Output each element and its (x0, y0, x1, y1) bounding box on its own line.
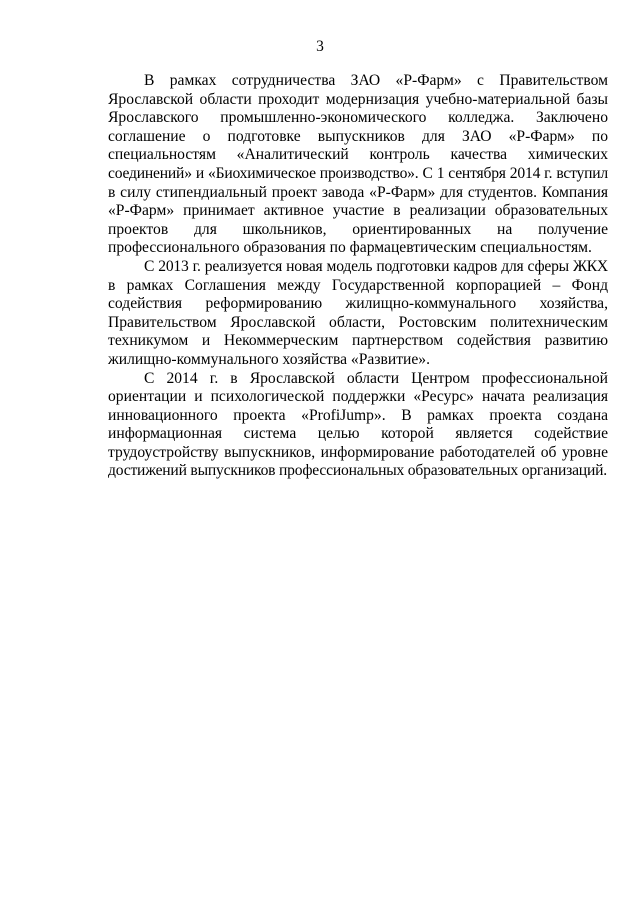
text-line: достижений выпускников профессиональных образовательных организаций. (108, 462, 607, 480)
text-line: С 2014 г. в Ярославской области Центром профессиональной (144, 369, 608, 387)
text-line: соглашение о подготовке выпускников для ЗАО «Р-Фарм» по (108, 127, 608, 145)
text-line: специальностям «Аналитический контроль качества химических (108, 146, 608, 164)
text-line: техникумом и Некоммерческим партнерством содействия развитию (108, 332, 608, 350)
text-line: в силу стипендиальный проект завода «Р-Фарм» для студентов. Компания (108, 183, 608, 201)
paragraph-housing-utilities (108, 258, 608, 370)
text-line: Ярославской области проходит модернизация учебно-материальной базы (108, 90, 608, 108)
paragraph-r-pharm (108, 72, 608, 258)
text-line: содействия реформированию жилищно-коммунального хозяйства, (108, 295, 608, 313)
text-line: жилищно-коммунального хозяйства «Развитие». (108, 350, 430, 368)
page-number: 3 (316, 38, 324, 55)
text-line: трудоустройству выпускников, информирование работодателей об уровне (108, 443, 608, 461)
text-line: С 2013 г. реализуется новая модель подготовки кадров для сферы ЖКХ (144, 257, 608, 275)
text-line: информационная система целью которой является содействие (108, 425, 608, 443)
paragraph-profijump (108, 370, 608, 482)
text-line: профессионального образования по фармацевтическим специальностям. (108, 239, 592, 257)
text-line: проектов для школьников, ориентированных на получение (108, 220, 608, 238)
text-line: «Р-Фарм» принимает активное участие в реализации образовательных (108, 202, 608, 220)
text-line: инновационного проекта «ProfiJump». В рамках проекта создана (108, 406, 608, 424)
text-line: В рамках сотрудничества ЗАО «Р-Фарм» с Правительством (144, 72, 608, 89)
text-line: Ярославского промышленно-экономического колледжа. Заключено (108, 109, 608, 127)
text-line: соединений» и «Биохимическое производство». С 1 сентября 2014 г. вступил (108, 164, 608, 182)
document-body (108, 72, 608, 481)
text-line: в рамках Соглашения между Государственной корпорацией – Фонд (108, 276, 608, 294)
text-line: Правительством Ярославской области, Ростовским политехническим (108, 313, 608, 331)
text-line: ориентации и психологической поддержки «Ресурс» начата реализация (108, 388, 608, 406)
